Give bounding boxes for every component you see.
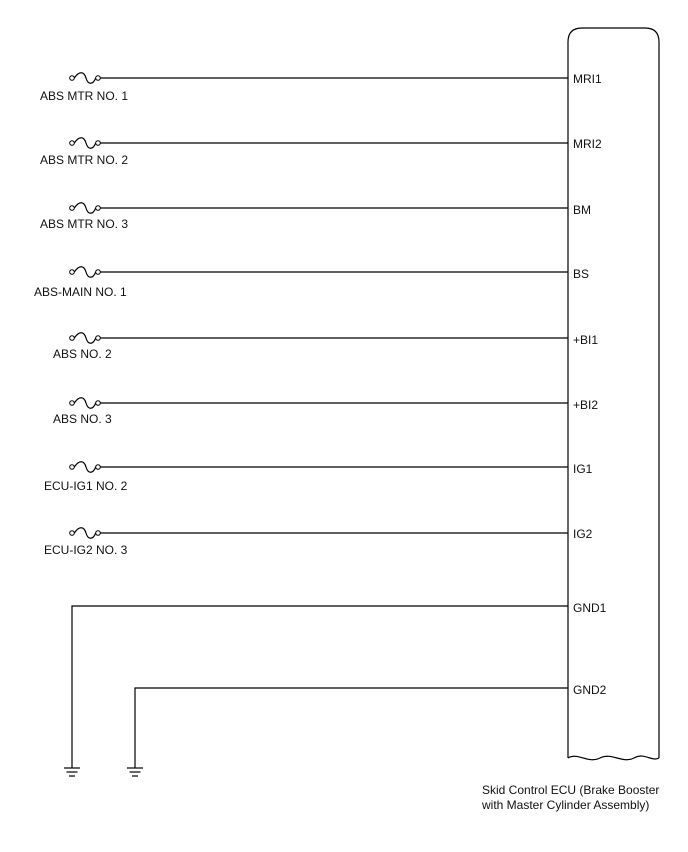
fuse-row-2 bbox=[40, 203, 591, 231]
pin-label: IG1 bbox=[573, 462, 593, 476]
fuse-icon-terminal bbox=[96, 531, 101, 536]
fuse-label: ABS MTR NO. 2 bbox=[40, 153, 129, 167]
fuse-label: ABS MTR NO. 1 bbox=[40, 89, 129, 103]
ecu-box-break bbox=[568, 756, 659, 760]
fuse-label: ABS MTR NO. 3 bbox=[40, 217, 129, 231]
pin-label: +BI1 bbox=[573, 333, 599, 347]
fuse-icon-terminal bbox=[70, 270, 75, 275]
fuse-label: ABS NO. 2 bbox=[53, 347, 112, 361]
fuse-icon-terminal bbox=[70, 336, 75, 341]
pin-label: +BI2 bbox=[573, 398, 599, 412]
fuse-icon-terminal bbox=[96, 206, 101, 211]
fuse-icon-terminal bbox=[70, 465, 75, 470]
pin-label: MRI1 bbox=[573, 72, 602, 86]
fuse-icon-terminal bbox=[96, 141, 101, 146]
fuse-icon bbox=[74, 333, 95, 344]
ground-icon bbox=[127, 768, 143, 776]
pin-label: GND1 bbox=[573, 601, 607, 615]
fuse-icon bbox=[74, 462, 95, 473]
fuse-row-3 bbox=[34, 267, 589, 299]
fuse-label: ECU-IG1 NO. 2 bbox=[44, 479, 128, 493]
fuse-icon bbox=[74, 138, 95, 149]
pin-label: IG2 bbox=[573, 527, 593, 541]
fuse-icon-terminal bbox=[70, 531, 75, 536]
fuse-icon bbox=[74, 398, 95, 409]
wire bbox=[135, 688, 568, 768]
fuse-icon-terminal bbox=[70, 76, 75, 81]
ground-icon bbox=[64, 768, 80, 776]
fuse-icon-terminal bbox=[96, 270, 101, 275]
pin-label: MRI2 bbox=[573, 137, 602, 151]
pin-label: BM bbox=[573, 203, 591, 217]
fuse-icon-terminal bbox=[96, 76, 101, 81]
pin-label: BS bbox=[573, 267, 590, 281]
fuse-icon bbox=[74, 203, 95, 214]
fuse-row-5 bbox=[53, 398, 598, 426]
fuse-icon-terminal bbox=[70, 141, 75, 146]
fuse-row-1 bbox=[40, 137, 602, 167]
fuse-icon-terminal bbox=[96, 401, 101, 406]
fuse-label: ABS-MAIN NO. 1 bbox=[34, 285, 127, 299]
fuse-icon-terminal bbox=[96, 336, 101, 341]
ecu-caption-line2: with Master Cylinder Assembly) bbox=[482, 798, 650, 812]
ecu-caption-line1: Skid Control ECU (Brake Booster bbox=[482, 783, 660, 797]
fuse-icon-terminal bbox=[70, 401, 75, 406]
fuse-label: ECU-IG2 NO. 3 bbox=[44, 543, 128, 557]
ground-row-1 bbox=[127, 683, 607, 776]
fuse-icon-terminal bbox=[96, 465, 101, 470]
fuse-row-6 bbox=[44, 462, 593, 493]
wire bbox=[72, 606, 568, 768]
fuse-icon bbox=[74, 528, 95, 539]
pin-label: GND2 bbox=[573, 683, 607, 697]
fuse-row-4 bbox=[53, 333, 598, 361]
fuse-icon bbox=[74, 267, 95, 278]
fuse-row-7 bbox=[44, 527, 593, 557]
fuse-label: ABS NO. 3 bbox=[53, 412, 112, 426]
fuse-icon-terminal bbox=[70, 206, 75, 211]
fuse-row-0 bbox=[40, 72, 602, 103]
fuse-icon bbox=[74, 73, 95, 84]
